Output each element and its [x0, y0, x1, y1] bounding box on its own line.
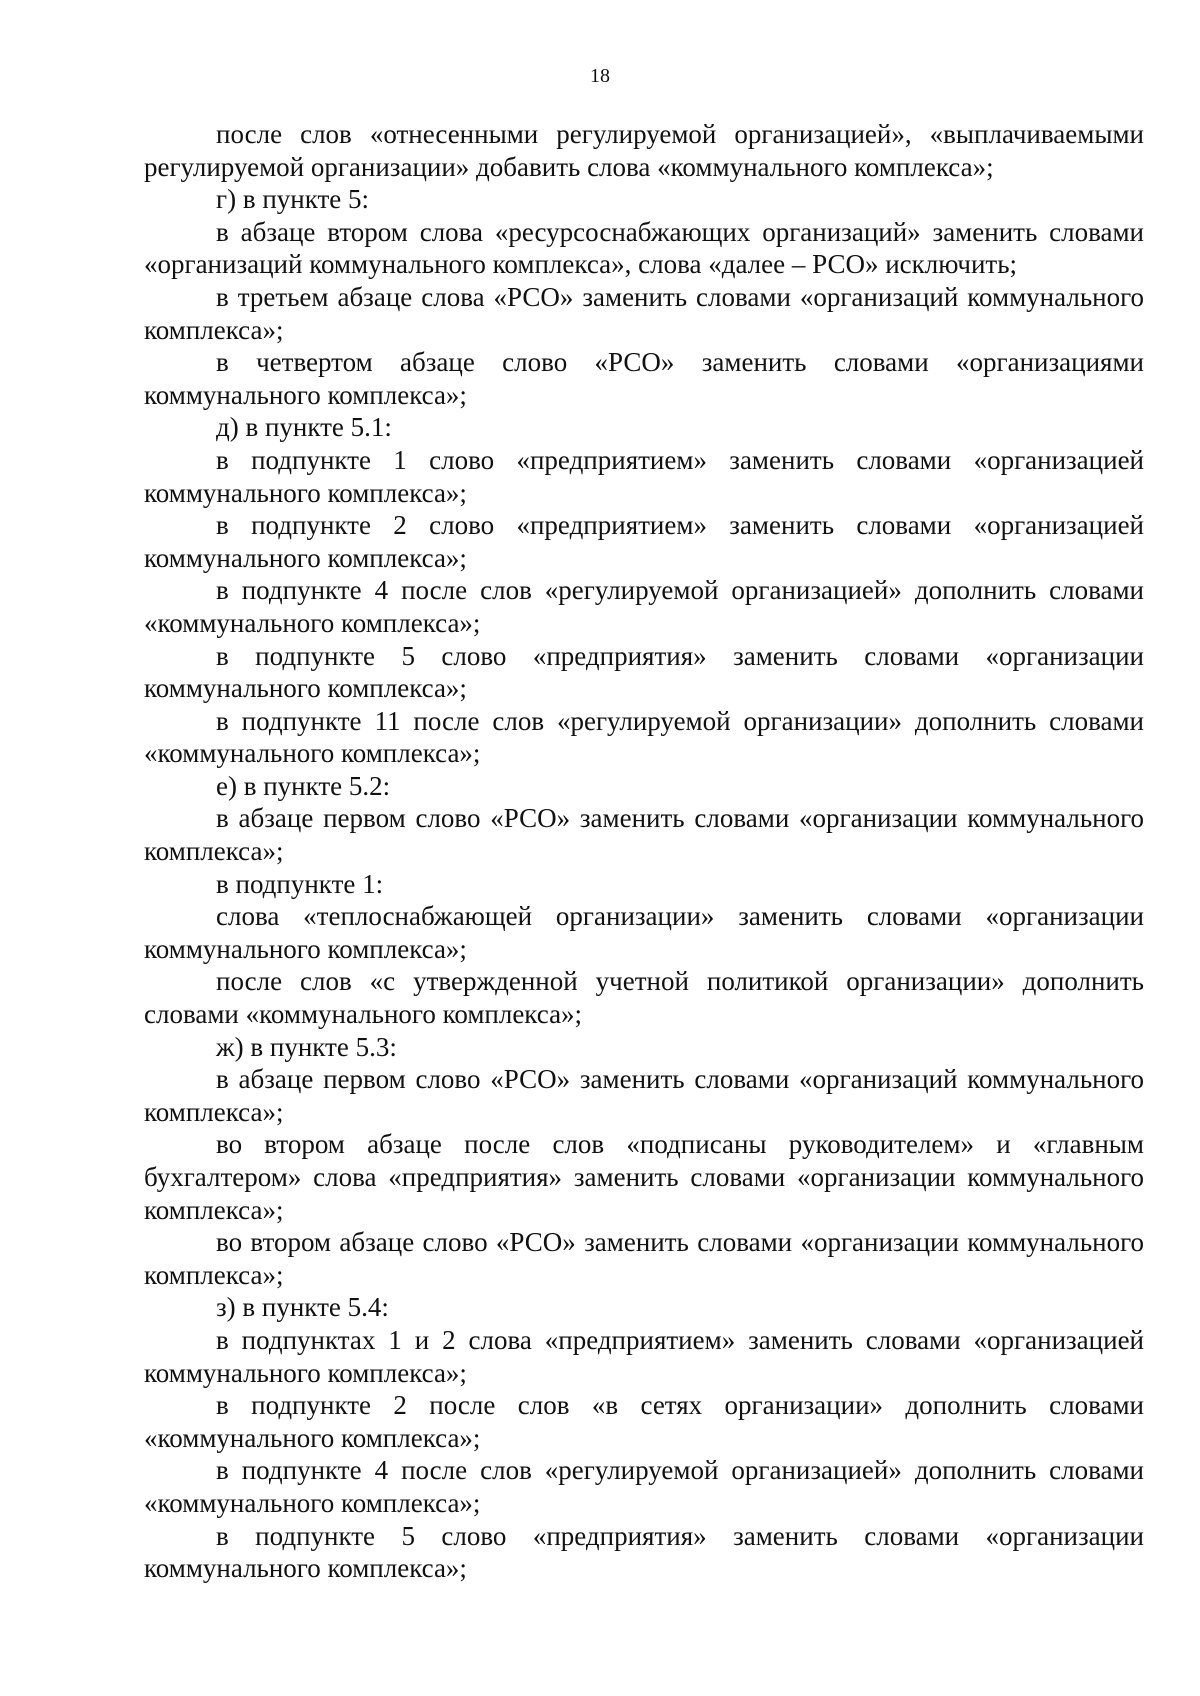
paragraph: после слов «с утвержденной учетной политикой организации» дополнить словами «коммунального комплекса»;	[144, 966, 1144, 1030]
page-number: 18	[590, 65, 610, 87]
paragraph: в подпункте 5 слово «предприятия» заменить словами «организации коммунального комплекса»;	[144, 640, 1144, 704]
paragraph: в абзаце первом слово «РСО» заменить словами «организаций коммунального комплекса»;	[144, 1064, 1144, 1127]
paragraph: в третьем абзаце слова «РСО» заменить словами «организаций коммунального комплекса»;	[144, 281, 1144, 345]
paragraph: слова «теплоснабжающей организации» заменить словами «организации коммунального комплекса»;	[144, 901, 1144, 964]
paragraph: в подпункте 4 после слов «регулируемой организацией» дополнить словами «коммунального комплекса»;	[144, 1455, 1144, 1518]
paragraph: г) в пункте 5:	[216, 184, 370, 215]
paragraph: з) в пункте 5.4:	[216, 1292, 389, 1323]
paragraph: в подпункте 2 слово «предприятием» заменить словами «организацией коммунального комплекса»;	[144, 510, 1144, 573]
paragraph: в подпункте 5 слово «предприятия» заменить словами «организации коммунального комплекса»;	[144, 1520, 1144, 1584]
paragraph: после слов «отнесенными регулируемой организацией», «выплачиваемыми регулируемой организации» добавить слова «коммунального комплекса»;	[144, 119, 1144, 182]
paragraph: д) в пункте 5.1:	[216, 412, 392, 443]
paragraph: в подпункте 4 после слов «регулируемой организацией» дополнить словами «коммунального комплекса»;	[144, 575, 1144, 638]
document-body	[144, 118, 1144, 1585]
paragraph: в четвертом абзаце слово «РСО» заменить словами «организациями коммунального комплекса»;	[144, 347, 1144, 410]
paragraph: е) в пункте 5.2:	[216, 770, 391, 801]
paragraph: ж) в пункте 5.3:	[216, 1031, 397, 1062]
paragraph: в подпункте 11 после слов «регулируемой организации» дополнить словами «коммунального комплекса»;	[144, 705, 1144, 769]
paragraph: во втором абзаце после слов «подписаны руководителем» и «главным бухгалтером» слова «предприятия» заменить словами «организации коммунального комплекса»;	[144, 1129, 1144, 1225]
paragraph: в подпункте 1:	[216, 868, 384, 899]
paragraph: во втором абзаце слово «РСО» заменить словами «организации коммунального комплекса»;	[144, 1227, 1144, 1290]
paragraph: в абзаце втором слова «ресурсоснабжающих организаций» заменить словами «организаций коммунального комплекса», слова «далее – РСО» исключить;	[144, 216, 1144, 280]
paragraph: в абзаце первом слово «РСО» заменить словами «организации коммунального комплекса»;	[144, 803, 1144, 867]
paragraph: в подпункте 1 слово «предприятием» заменить словами «организацией коммунального комплекса»;	[144, 444, 1144, 508]
paragraph: в подпункте 2 после слов «в сетях организации» дополнить словами «коммунального комплекса»;	[144, 1390, 1144, 1453]
paragraph: в подпунктах 1 и 2 слова «предприятием» заменить словами «организацией коммунального комплекса»;	[144, 1324, 1144, 1388]
